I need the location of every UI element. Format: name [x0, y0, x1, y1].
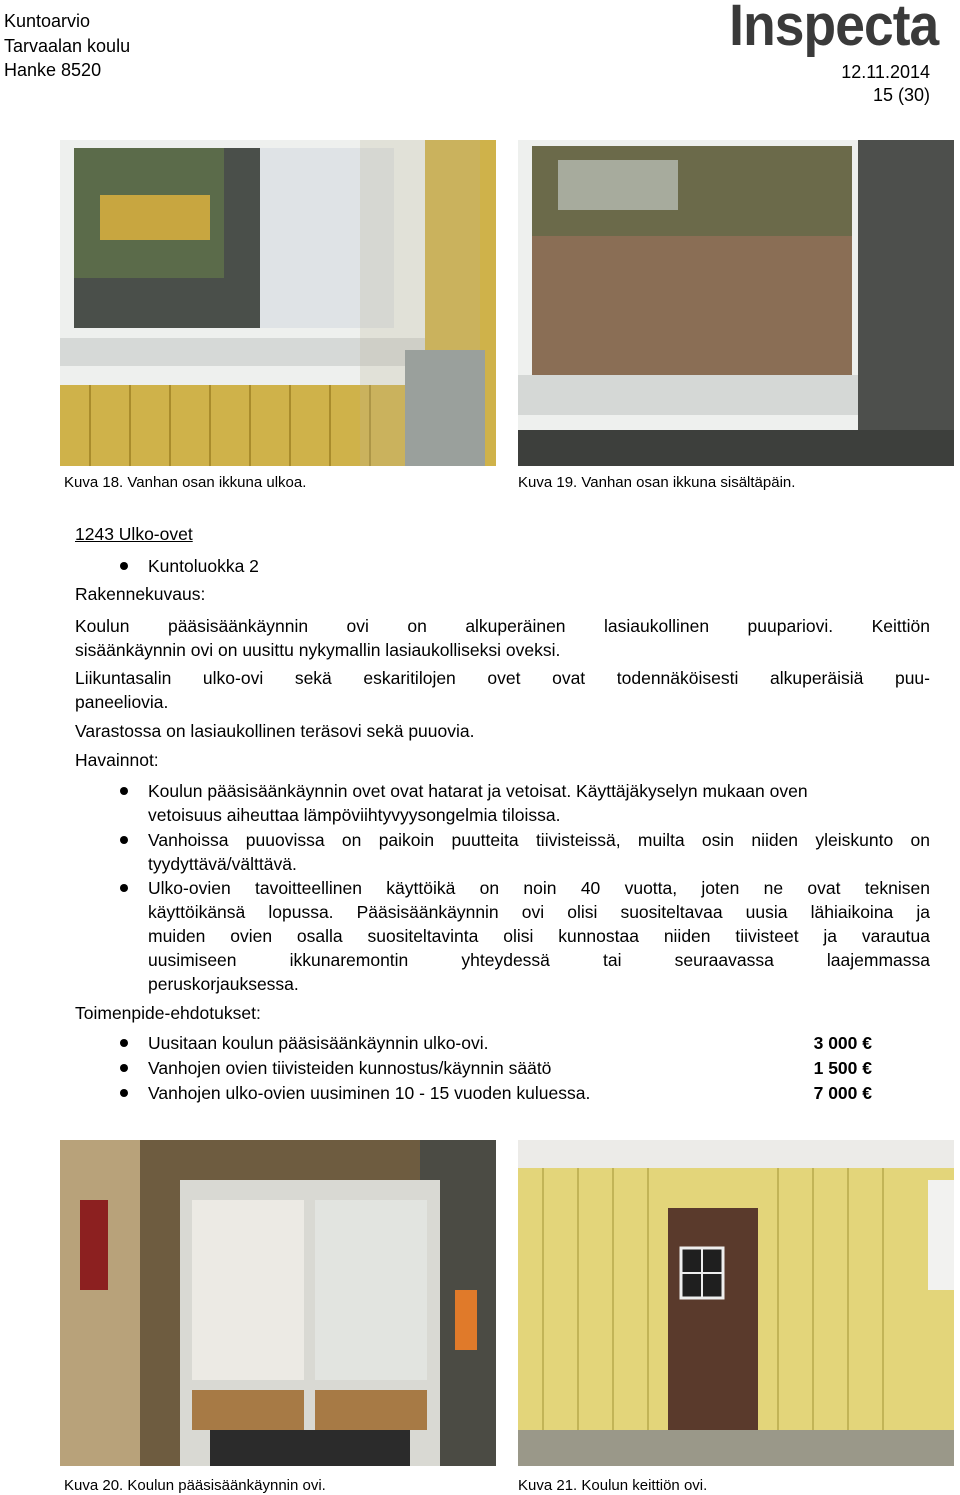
- project-number: Hanke 8520: [4, 60, 102, 80]
- action-cost: 1 500 €: [813, 1058, 872, 1078]
- caption-kuva-18: Kuva 18. Vanhan osan ikkuna ulkoa.: [64, 474, 307, 491]
- bullet: [120, 884, 128, 892]
- action-cost: 3 000 €: [813, 1033, 872, 1053]
- photo-main-entrance-door: [60, 1140, 496, 1466]
- action-text: Vanhojen ovien tiivisteiden kunnostus/käynnin säätö: [148, 1058, 552, 1078]
- page-number: 15 (30): [872, 85, 930, 105]
- inspecta-logo: Inspecta: [728, 0, 938, 58]
- observation-line: tyydyttävä/välttävä.: [148, 854, 297, 874]
- description-line: Varastossa on lasiaukollinen teräsovi sekä puuovia.: [75, 721, 475, 741]
- doc-type: Kuntoarvio: [4, 11, 91, 31]
- photo-window-outside: [60, 140, 496, 466]
- bullet: [120, 1039, 128, 1047]
- caption-kuva-19: Kuva 19. Vanhan osan ikkuna sisältäpäin.: [518, 474, 796, 491]
- observation-line: vetoisuus aiheuttaa lämpöviihtyvyysongelmia tiloissa.: [148, 805, 561, 825]
- observation-line: Ulko-ovien tavoitteellinen käyttöikä on noin 40 vuotta, joten ne ovat teknisen: [148, 878, 930, 898]
- description-line: Liikuntasalin ulko-ovi sekä eskaritilojen ovet ovat todennäköisesti alkuperäisiä puu-: [75, 668, 930, 688]
- photo-kitchen-door: [518, 1140, 954, 1466]
- observation-line: muiden ovien osalla suositeltavinta olisi kunnostaa niiden tiivisteet ja varautua: [148, 926, 930, 946]
- caption-kuva-20: Kuva 20. Koulun pääsisäänkäynnin ovi.: [64, 1477, 326, 1494]
- actions-heading: Toimenpide-ehdotukset:: [75, 1003, 261, 1023]
- caption-kuva-21: Kuva 21. Koulun keittiön ovi.: [518, 1477, 708, 1494]
- bullet: [120, 1089, 128, 1097]
- description-line: Koulun pääsisäänkäynnin ovi on alkuperäinen lasiaukollinen puupariovi. Keittiön: [75, 616, 930, 636]
- action-text: Vanhojen ulko-ovien uusiminen 10 - 15 vuoden kuluessa.: [148, 1083, 591, 1103]
- site-name: Tarvaalan koulu: [4, 36, 131, 56]
- bullet: [120, 562, 128, 570]
- observation-line: peruskorjauksessa.: [148, 974, 299, 994]
- description-heading: Rakennekuvaus:: [75, 584, 206, 604]
- action-text: Uusitaan koulun pääsisäänkäynnin ulko-ovi.: [148, 1033, 489, 1053]
- section-title: 1243 Ulko-ovet: [75, 524, 193, 544]
- bullet: [120, 787, 128, 795]
- condition-class: Kuntoluokka 2: [148, 556, 259, 576]
- bullet: [120, 836, 128, 844]
- observation-line: käyttöikänsä lopussa. Pääsisäänkäynnin ovi olisi suositeltavaa uusia lähiaikoina ja: [148, 902, 930, 922]
- observation-line: Koulun pääsisäänkäynnin ovet ovat hatarat ja vetoisat. Käyttäjäkyselyn mukaan oven: [148, 781, 808, 801]
- description-line: sisäänkäynnin ovi on uusittu nykymallin lasiaukolliseksi oveksi.: [75, 640, 561, 660]
- action-cost: 7 000 €: [813, 1083, 872, 1103]
- observation-line: Vanhoissa puuovissa on paikoin puutteita tiivisteissä, muilta osin niiden yleiskunto on: [148, 830, 930, 850]
- description-line: paneeliovia.: [75, 692, 169, 712]
- observations-heading: Havainnot:: [75, 750, 159, 770]
- observation-line: uusimiseen ikkunaremontin yhteydessä tai seuraavassa laajemmassa: [148, 950, 930, 970]
- doc-date: 12.11.2014: [841, 62, 930, 82]
- photo-window-inside: [518, 140, 954, 466]
- bullet: [120, 1064, 128, 1072]
